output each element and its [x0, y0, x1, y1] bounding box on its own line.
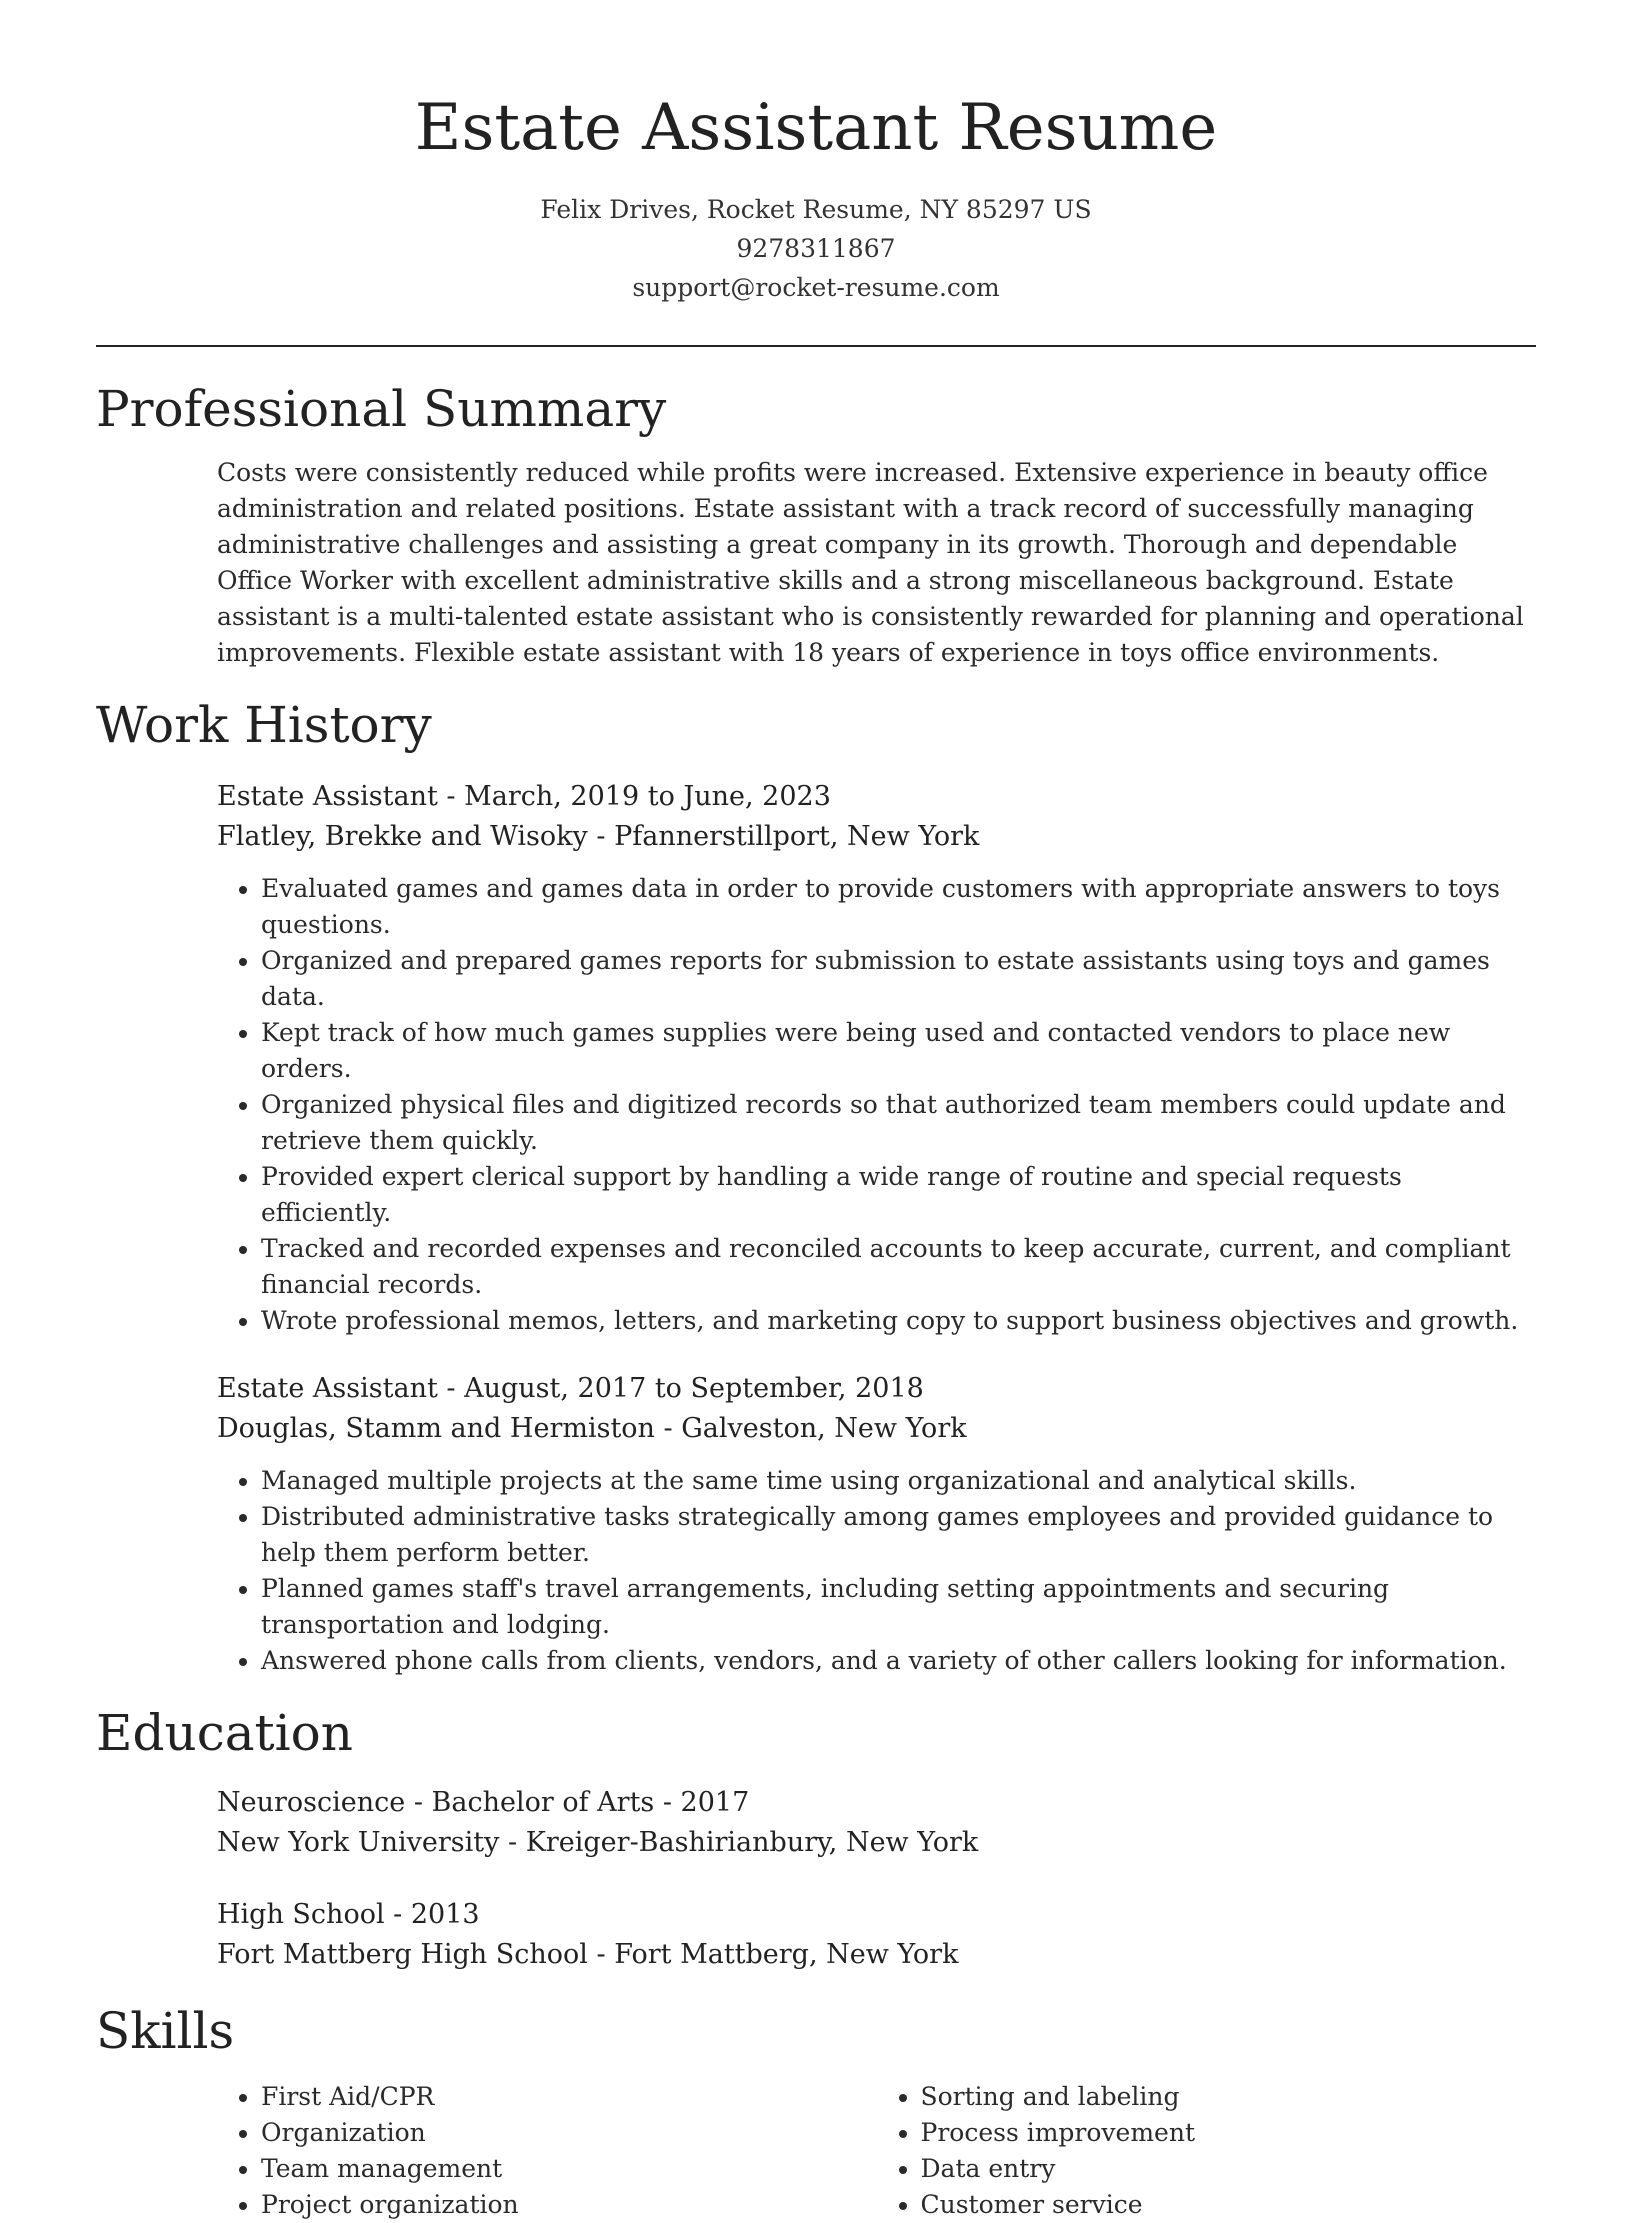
contact-email: support@rocket-resume.com [632, 273, 1000, 302]
summary-text: Costs were consistently reduced while profits were increased. Extensive experience in beauty office administration and related positions. Estate assistant with a track record of successfully managing administrative challenges and assisting a great company in its growth. Thorough and dependable Office Worker with excellent administrative skills and a strong miscellaneous background. Estate assistant is a multi-talented estate assistant who is consistently rewarded for planning and operational improvements. Flexible estate assistant with 18 years of experience in toys office environments. [217, 458, 1524, 667]
skill-item: • First Aid/CPR [261, 2079, 877, 2115]
skill-item: • Organization [261, 2115, 877, 2151]
contact-phone: 9278311867 [736, 234, 896, 263]
contact-block [96, 190, 1536, 307]
skill-item: • Team management [261, 2151, 877, 2187]
job-entry [217, 1369, 1536, 1679]
education-location: Fort Mattberg, New York [614, 1939, 959, 1970]
job-bullet: • Managed multiple projects at the same time using organizational and analytical skills. [261, 1463, 1536, 1499]
job-location: Pfannerstillport, New York [614, 821, 980, 852]
summary-heading: Professional Summary [96, 380, 667, 438]
skills-body [96, 2079, 1536, 2223]
job-company: Flatley, Brekke and Wisoky [217, 821, 588, 852]
education-section [96, 1701, 1536, 1975]
job-bullet: • Organized and prepared games reports for submission to estate assistants using toys and games data. [261, 943, 1536, 1015]
resume-header [96, 0, 1536, 307]
job-bullet: • Answered phone calls from clients, vendors, and a variety of other callers looking for information. [261, 1643, 1536, 1679]
skill-item: • Process improvement [921, 2115, 1537, 2151]
header-divider [96, 345, 1536, 347]
skill-item: • Customer service [921, 2187, 1537, 2223]
skills-heading: Skills [96, 2002, 235, 2060]
job-bullets [217, 1463, 1536, 1679]
education-school: Fort Mattberg High School [217, 1939, 588, 1970]
education-entry [217, 1895, 1536, 1975]
job-dates: August, 2017 to September, 2018 [464, 1373, 924, 1404]
education-entry [217, 1783, 1536, 1863]
contact-address: Felix Drives, Rocket Resume, NY 85297 US [540, 195, 1092, 224]
summary-body [96, 455, 1536, 671]
job-title: Estate Assistant [217, 781, 438, 812]
job-bullet: • Wrote professional memos, letters, and marketing copy to support business objectives and growth. [261, 1303, 1536, 1339]
job-title-line: Estate Assistant - March, 2019 to June, 2023 [217, 781, 831, 812]
job-location: Galveston, New York [681, 1413, 967, 1444]
job-title: Estate Assistant [217, 1373, 438, 1404]
page-title: Estate Assistant Resume [414, 91, 1218, 165]
job-bullet: • Organized physical files and digitized records so that authorized team members could update and retrieve them quickly. [261, 1087, 1536, 1159]
skills-columns [217, 2079, 1536, 2223]
education-school-line: Fort Mattberg High School - Fort Mattberg, New York [217, 1939, 959, 1970]
summary-section [96, 377, 1536, 671]
education-degree: Neuroscience - Bachelor of Arts - 2017 [217, 1787, 750, 1818]
job-bullet: • Evaluated games and games data in order to provide customers with appropriate answers to toys questions. [261, 871, 1536, 943]
job-bullet: • Planned games staff's travel arrangements, including setting appointments and securing transportation and lodging. [261, 1571, 1536, 1643]
work-history-section [96, 693, 1536, 1679]
education-body [96, 1783, 1536, 1975]
education-school: New York University [217, 1827, 500, 1858]
job-bullet: • Provided expert clerical support by handling a wide range of routine and special requests efficiently. [261, 1159, 1536, 1231]
job-bullet: • Distributed administrative tasks strategically among games employees and provided guidance to help them perform better. [261, 1499, 1536, 1571]
education-school-line: New York University - Kreiger-Bashirianbury, New York [217, 1827, 979, 1858]
skill-item: • Data entry [921, 2151, 1537, 2187]
education-location: Kreiger-Bashirianbury, New York [525, 1827, 979, 1858]
job-bullets [217, 871, 1536, 1339]
job-company: Douglas, Stamm and Hermiston [217, 1413, 655, 1444]
skills-list-left [217, 2079, 877, 2223]
job-company-line: Flatley, Brekke and Wisoky - Pfannerstillport, New York [217, 821, 980, 852]
job-title-line: Estate Assistant - August, 2017 to September, 2018 [217, 1373, 924, 1404]
education-degree: High School - 2013 [217, 1899, 480, 1930]
job-company-line: Douglas, Stamm and Hermiston - Galveston, New York [217, 1413, 967, 1444]
education-heading: Education [96, 1704, 353, 1762]
skills-section [96, 1999, 1536, 2223]
job-dates: March, 2019 to June, 2023 [464, 781, 831, 812]
skills-list-right [877, 2079, 1537, 2223]
skill-item: • Sorting and labeling [921, 2079, 1537, 2115]
job-bullet: • Kept track of how much games supplies were being used and contacted vendors to place new orders. [261, 1015, 1536, 1087]
skill-item: • Project organization [261, 2187, 877, 2223]
work-history-heading: Work History [96, 696, 432, 754]
job-bullet: • Tracked and recorded expenses and reconciled accounts to keep accurate, current, and compliant financial records. [261, 1231, 1536, 1303]
work-history-body [96, 777, 1536, 1679]
job-entry [217, 777, 1536, 1339]
